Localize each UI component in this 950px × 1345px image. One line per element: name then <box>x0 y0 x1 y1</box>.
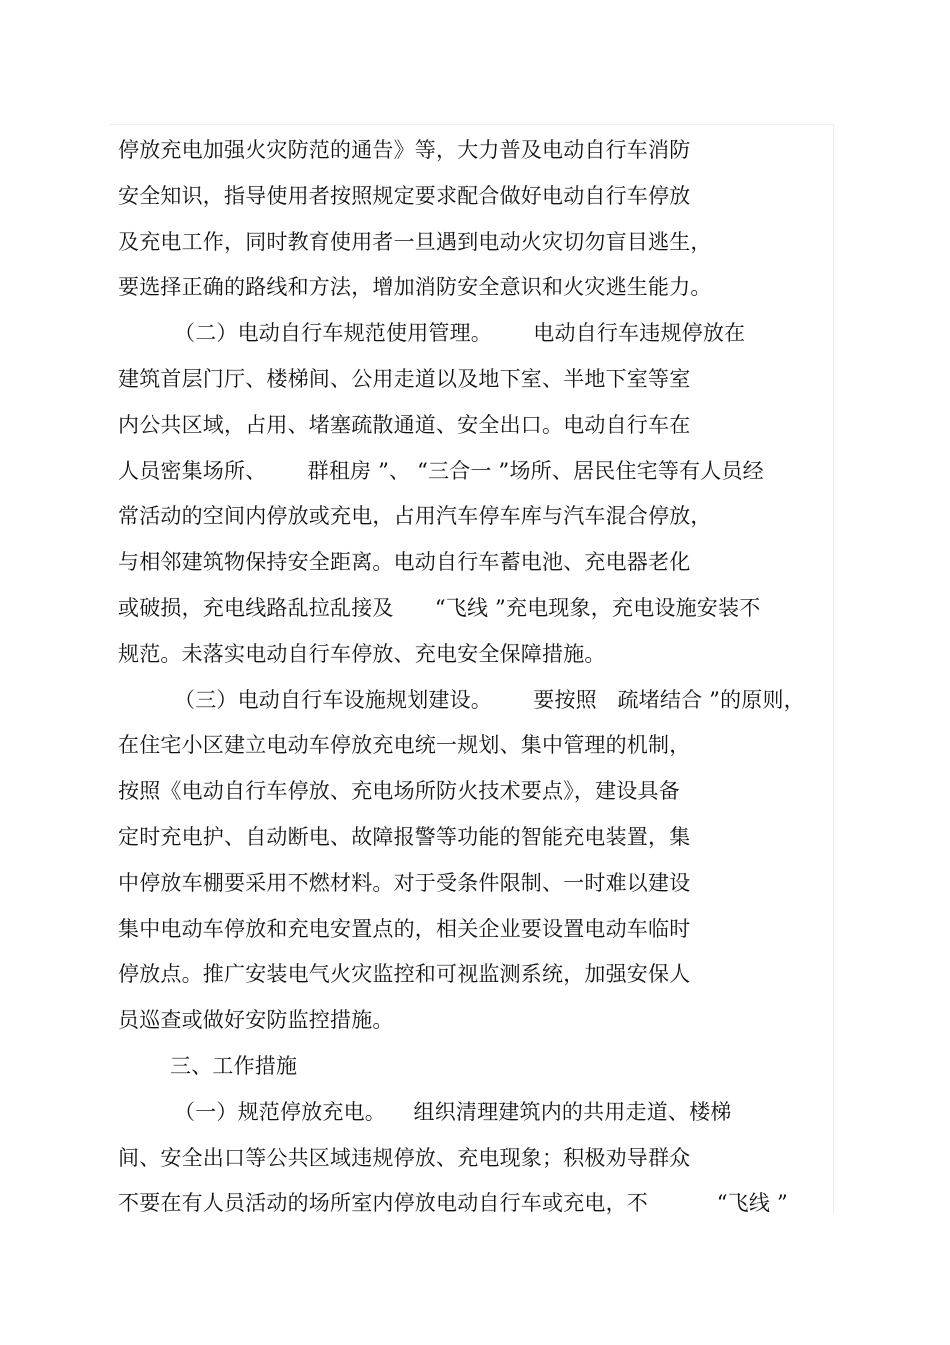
text-line: 间、安全出口等公共区域违规停放、充电现象；积极劝导群众 <box>118 1145 691 1170</box>
text-line: 常活动的空间内停放或充电，占用汽车停车库与汽车混合停放， <box>118 504 712 529</box>
text-line: 中停放车棚要采用不燃材料。对于受条件限制、一时难以建设 <box>118 870 691 895</box>
paragraph-start-line: （一）规范停放充电。 组织清理建筑内的共用走道、楼梯 <box>174 1099 732 1124</box>
text-line: 不要在有人员活动的场所室内停放电动自行车或充电，不 “飞线 ” <box>118 1191 788 1216</box>
text-line: 与相邻建筑物保持安全距离。电动自行车蓄电池、充电器老化 <box>118 550 691 575</box>
text-line: 停放充电加强火灾防范的通告》等，大力普及电动自行车消防 <box>118 138 691 162</box>
text-line: 建筑首层门厅、楼梯间、公用走道以及地下室、半地下室等室 <box>118 366 691 391</box>
text-line: 或破损，充电线路乱拉乱接及 “飞线 ”充电现象，充电设施安装不 <box>118 595 761 620</box>
document-body <box>118 128 838 1227</box>
paragraph-start-line: （三）电动自行车设施规划建设。 要按照 疏堵结合 ”的原则， <box>174 687 805 712</box>
text-line: 及充电工作，同时教育使用者一旦遇到电动火灾切勿盲目逃生， <box>118 229 712 254</box>
text-line: 要选择正确的路线和方法，增加消防安全意识和火灾逃生能力。 <box>118 275 712 300</box>
text-line: 定时充电护、自动断电、故障报警等功能的智能充电装置，集 <box>118 824 691 849</box>
text-line: 在住宅小区建立电动车停放充电统一规划、集中管理的机制， <box>118 733 691 758</box>
section-heading: 三、工作措施 <box>170 1053 298 1078</box>
text-line: 人员密集场所、 群租房 ”、 “三合一 ”场所、居民住宅等有人员经 <box>118 458 764 483</box>
text-line: 员巡查或做好安防监控措施。 <box>118 1008 394 1033</box>
text-line: 按照《电动自行车停放、充电场所防火技术要点》，建设具备 <box>118 779 680 804</box>
text-line: 集中电动车停放和充电安置点的，相关企业要设置电动车临时 <box>118 916 691 941</box>
text-line: 停放点。推广安装电气火灾监控和可视监测系统，加强安保人 <box>118 962 691 987</box>
text-line: 内公共区域，占用、堵塞疏散通道、安全出口。电动自行车在 <box>118 412 691 437</box>
text-line: 规范。未落实电动自行车停放、充电安全保障措施。 <box>118 641 606 666</box>
text-line: 安全知识，指导使用者按照规定要求配合做好电动自行车停放 <box>118 183 691 208</box>
paragraph-start-line: （二）电动自行车规范使用管理。 电动自行车违规停放在 <box>174 321 746 346</box>
